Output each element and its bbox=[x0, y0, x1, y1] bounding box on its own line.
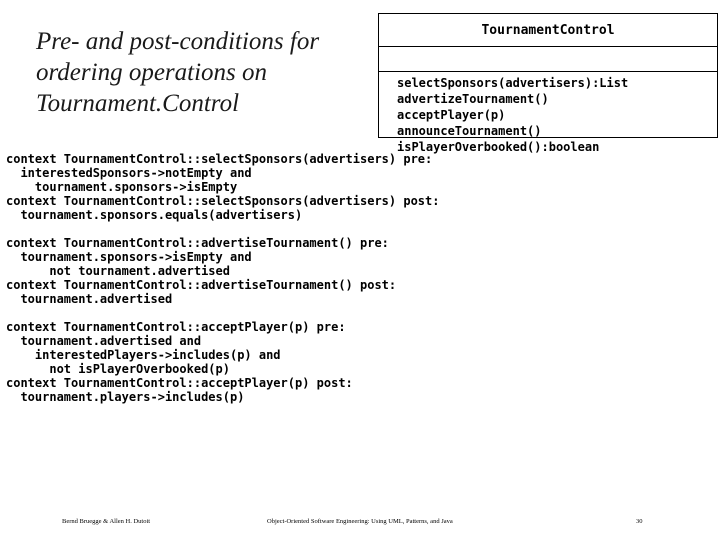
ocl-line: tournament.sponsors.equals(advertisers) bbox=[6, 208, 303, 222]
ocl-line: tournament.sponsors->isEmpty bbox=[6, 180, 238, 194]
ocl-line bbox=[6, 222, 718, 236]
ocl-line: context TournamentControl::acceptPlayer(p) pre: bbox=[6, 320, 346, 334]
ocl-line: context TournamentControl::advertiseTournament() pre: bbox=[6, 236, 389, 250]
ocl-line: not tournament.advertised bbox=[6, 264, 230, 278]
slide-title-line: Tournament.Control bbox=[36, 90, 240, 117]
uml-operations-compartment bbox=[379, 72, 717, 155]
ocl-line: interestedSponsors->notEmpty and bbox=[6, 166, 252, 180]
page-number: 30 bbox=[636, 518, 643, 525]
ocl-line: not isPlayerOverbooked(p) bbox=[6, 362, 230, 376]
ocl-line: context TournamentControl::advertiseTournament() post: bbox=[6, 278, 397, 292]
uml-operation: announceTournament() bbox=[397, 124, 542, 138]
ocl-constraints bbox=[6, 152, 718, 404]
ocl-line: tournament.advertised bbox=[6, 292, 173, 306]
uml-operation: acceptPlayer(p) bbox=[397, 108, 506, 122]
ocl-line: context TournamentControl::selectSponsors(advertisers) pre: bbox=[6, 152, 433, 166]
uml-operation: isPlayerOverbooked():boolean bbox=[397, 140, 600, 154]
footer-book-title: Object-Oriented Software Engineering: Using UML, Patterns, and Java bbox=[267, 518, 453, 525]
ocl-line: tournament.advertised and bbox=[6, 334, 202, 348]
ocl-line: tournament.sponsors->isEmpty and bbox=[6, 250, 252, 264]
ocl-line: context TournamentControl::acceptPlayer(p) post: bbox=[6, 376, 353, 390]
uml-operation: selectSponsors(advertisers):List bbox=[397, 76, 629, 90]
ocl-line: tournament.players->includes(p) bbox=[6, 390, 245, 404]
slide-title-line: Pre- and post-conditions for bbox=[36, 28, 320, 55]
footer-authors: Bernd Bruegge & Allen H. Dutoit bbox=[62, 518, 151, 525]
ocl-line: context TournamentControl::selectSponsors(advertisers) post: bbox=[6, 194, 440, 208]
slide-title-line: ordering operations on bbox=[36, 59, 268, 86]
ocl-line: interestedPlayers->includes(p) and bbox=[6, 348, 281, 362]
slide-title bbox=[36, 26, 376, 119]
ocl-line bbox=[6, 306, 718, 320]
uml-class-name: TournamentControl bbox=[379, 14, 717, 47]
uml-attributes-compartment bbox=[379, 47, 717, 72]
uml-operation: advertizeTournament() bbox=[397, 92, 549, 106]
uml-class-box bbox=[378, 13, 718, 154]
